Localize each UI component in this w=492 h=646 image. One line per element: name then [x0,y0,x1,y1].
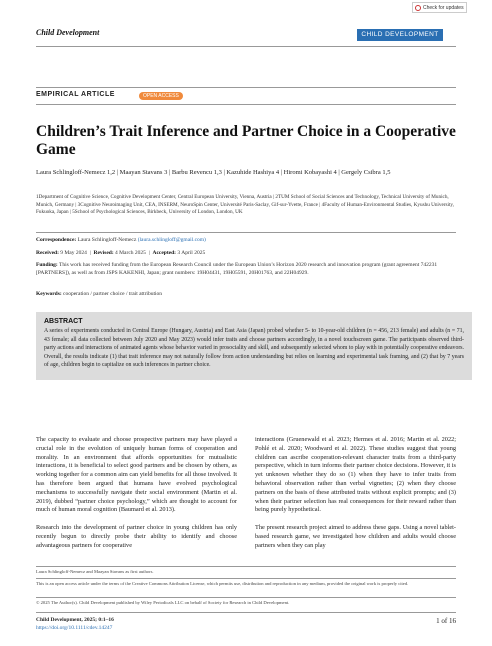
article-title: Children’s Trait Inference and Partner Choice in a Cooperative Game [36,123,456,158]
accepted-label: Accepted: [152,250,177,256]
revised-label: Revised: [93,250,114,256]
journal-banner: CHILD DEVELOPMENT [357,29,443,41]
footer-doi-link[interactable]: https://doi.org/10.1111/cdev.14247 [36,624,113,631]
footer-citation: Child Development, 2025; 0:1–16 [36,617,114,623]
journal-name: Child Development [36,28,100,37]
body-column-left [36,436,237,560]
funding-text: This work has received funding from the European Research Council under the European Union’s Horizon 2020 research and innovation program (grant agreement 742231 [PARTNERS]), as well as from JSPS KAKENHI, Japan; grant numbers: 19H04431, 19H05591, 20H01763, and 22H04929. [36,262,438,276]
abstract-text: A series of experiments conducted in Central Europe (Hungary, Austria) and East Asia (Japan) probed whether 5- to 10-year-old children (n = 456, 213 female) and adults (n = 71, 43 female; all data collected between July 2020 and May 2023) would infer traits and choose partners accordingly, in a novel touchscreen game. The participants observed third-party actions and interactions of animated agents whose behavior varied in prosociality and skill, and subsequently selected whom to play with in potentially cooperative endeavors. Overall, the results indicate (1) that trait inference may not naturally follow from action understanding but relies on learning and experimental task framing, and (2) that by 7 years of age, children begin to capitalize on such inferences in partner choice. [44,328,464,368]
page-number: 1 of 16 [436,617,456,625]
open-access-badge: OPEN ACCESS [139,92,183,100]
footnote-rule [36,566,456,567]
body-paragraph: The present research project aimed to address these gaps. Using a novel tablet-based research game, we investigated how children and adults would choose partners when they can play [255,524,456,549]
body-column-right [255,436,456,560]
meta-rule [36,232,456,233]
keywords-label: Keywords: [36,291,62,297]
dates: Received: 9 May 2024 | Revised: 4 March 2025 | Accepted: 3 April 2025 [36,250,206,256]
updates-label: Check for updates [423,4,464,11]
author-list: Laura Schlingloff-Nemecz 1,2 | Maayan Stavans 3 | Barbu Revencu 1,3 | Kazuhide Hashiya 4 | Hiromi Kobayashi 4 | Gergely Csibra 1,5 [36,169,391,176]
header-rule [36,46,456,47]
correspondence [36,237,456,245]
article-type-rule-top [36,87,456,88]
funding [36,262,456,277]
article-type: EMPIRICAL ARTICLE [36,91,115,98]
footnote-copyright: © 2025 The Author(s). Child Development published by Wiley Periodicals LLC on behalf of Society for Research in Child Development. [36,600,290,605]
footnote-license: This is an open access article under the terms of the Creative Commons Attribution License, which permits use, distribution and reproduction in any medium, provided the original work is properly cited. [36,581,409,586]
correspondence-label: Correspondence: [36,237,77,243]
received-date: 9 May 2024 [60,250,87,256]
revised-date: 4 March 2025 [115,250,146,256]
correspondence-name: Laura Schlingloff-Nemecz [77,237,137,243]
footnote-shared-authorship: Laura Schlingloff-Nemecz and Maayan Stavans as first authors. [36,569,154,574]
check-for-updates-button[interactable] [412,2,467,13]
affiliations: 1Department of Cognitive Science, Cognitive Development Center, Central European University, Vienna, Austria | 2TUM School of Social Sciences and Technology, Technical University of Munich, Munich, Germany | 3Cognitive Neuroimaging Unit, CEA, INSERM, NeuroSpin Center, Université Paris-Saclay, Gif-sur-Yvette, France | 4Faculty of Human-Environmental Studies, Kyushu University, Fukuoka, Japan | 5School of Psychological Sciences, Birkbeck, University of London, London, UK [36,194,454,216]
body-paragraph: The capacity to evaluate and choose prospective partners may have played a crucial role in the evolution of uniquely human forms of cooperation and morality. In an environment that affords opportunities for mutualistic interactions, it is beneficial to select good partners and be chosen by others, as working together for a common aim can yield benefits for all those involved. It has therefore been argued that humans have evolved psychological mechanisms to successfully navigate their social environment (Martin et al. 2019), dubbed “partner choice psychology,” which are thought to account for much of human moral cognition (Baumard et al. 2013). [36,436,237,514]
keywords [36,291,456,299]
received-label: Received: [36,250,59,256]
footnote-rule-2 [36,578,456,579]
accepted-date: 3 April 2025 [177,250,206,256]
correspondence-email-link[interactable]: (laura.schlingloff@gmail.com) [137,237,206,243]
abstract-box [36,312,472,380]
footer-citation-block [36,617,114,632]
updates-icon [415,5,421,11]
funding-label: Funding: [36,262,58,268]
article-type-rule-bottom [36,104,456,105]
footnote-rule-3 [36,597,456,598]
keywords-text: cooperation / partner choice / trait attribution [63,291,163,297]
abstract-heading: ABSTRACT [44,318,83,325]
footer-rule [36,612,456,613]
body-paragraph: interactions (Gruenewald et al. 2023; Hermes et al. 2016; Martin et al. 2022; Pohlé et al. 2020; Woodward et al. 2022). These studies suggest that young children can ascribe cooperation-relevant character traits from a third-party perspective, which in turn informs their partner choice decisions. However, it is yet unknown whether they do so (1) when they have to infer traits from behavioral observation rather than verbal vignettes; (2) when they choose partners on the basis of these attributed traits without explicit prompts; and (3) when their partner selection has real consequences for their reward rather than being purely hypothetical. [255,436,456,514]
body-paragraph: Research into the development of partner choice in young children has only recently begun to directly probe their ability to identify and choose advantageous partners for cooperative [36,524,237,549]
